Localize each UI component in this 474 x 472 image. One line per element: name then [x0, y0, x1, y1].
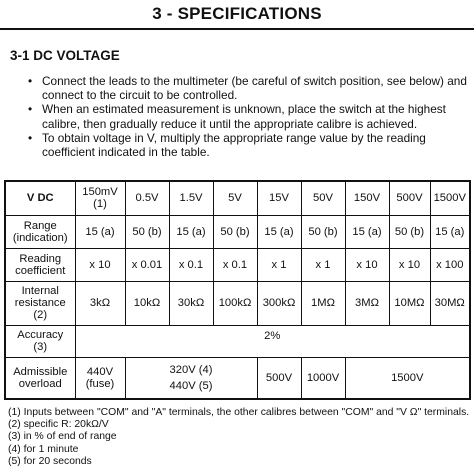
table-cell: x 1 — [257, 248, 301, 281]
accuracy-value: 2% — [75, 325, 470, 357]
table-cell: x 10 — [389, 248, 430, 281]
table-cell: x 0.1 — [213, 248, 257, 281]
row-label-line: Reading — [19, 252, 62, 265]
footnote: (5) for 20 seconds — [8, 455, 92, 467]
table-cell: 10MΩ — [389, 281, 430, 325]
footnote: (2) specific R: 20kΩ/V — [8, 419, 109, 431]
range-header-note: (1) — [93, 198, 107, 211]
row-label-line: Range — [23, 219, 57, 232]
row-label-line: Admissible — [13, 365, 68, 378]
table-cell: x 0.01 — [125, 248, 169, 281]
table-row-header — [5, 181, 470, 215]
range-header-cell — [75, 181, 125, 215]
table-cell: 15 (a) — [169, 215, 213, 248]
range-header-cell: 1.5V — [169, 181, 213, 215]
row-label-line: overload — [18, 377, 62, 390]
range-header-cell: 500V — [389, 181, 430, 215]
row-label-line: (2) — [33, 309, 48, 321]
table-cell: 15 (a) — [257, 215, 301, 248]
dc-voltage-spec-table — [4, 180, 471, 400]
range-header-value: 150mV — [82, 186, 118, 199]
table-cell: 15 (a) — [430, 215, 470, 248]
table-row-resistance — [5, 281, 470, 325]
instruction-item: • Connect the leads to the multimeter (be careful of switch position, see below) and connect to the circuit to be controlled. — [28, 74, 468, 102]
page-title: 3 - SPECIFICATIONS — [152, 4, 322, 23]
table-cell: 15 (a) — [345, 215, 389, 248]
row-label-line: (3) — [33, 341, 48, 353]
overload-value: 320V (4) — [169, 363, 213, 376]
instruction-list — [28, 74, 468, 159]
overload-cell: 500V — [257, 357, 301, 399]
range-header-cell: 0.5V — [125, 181, 169, 215]
table-cell: 30MΩ — [430, 281, 470, 325]
overload-cell: 1500V — [345, 357, 470, 399]
range-header-cell: 15V — [257, 181, 301, 215]
instruction-item: • To obtain voltage in V, multiply the appropriate range value by the reading coefficient indicated in the table. — [28, 131, 468, 159]
table-cell: 3kΩ — [75, 281, 125, 325]
footnote: (3) in % of end of range — [8, 431, 117, 443]
table-cell: x 0.1 — [169, 248, 213, 281]
footnotes — [8, 407, 470, 468]
row-label — [5, 281, 75, 325]
range-header-cell: 150V — [345, 181, 389, 215]
row-label — [5, 357, 75, 399]
table-cell: 3MΩ — [345, 281, 389, 325]
overload-value: 440V (5) — [169, 379, 213, 392]
table-cell: 50 (b) — [301, 215, 345, 248]
instruction-item: • When an estimated measurement is unknown, place the switch at the highest calibre, then gradually reduce it until the appropriate calibre is achieved. — [28, 102, 468, 130]
table-cell: x 1 — [301, 248, 345, 281]
range-header-cell: 1500V — [430, 181, 470, 215]
overload-value: 440V — [86, 365, 114, 378]
table-row-range — [5, 215, 470, 248]
table-cell: 50 (b) — [213, 215, 257, 248]
row-label-line: Accuracy — [17, 329, 64, 341]
range-header-cell: 5V — [213, 181, 257, 215]
table-cell: x 10 — [75, 248, 125, 281]
table-cell: 300kΩ — [257, 281, 301, 325]
range-header-cell: 50V — [301, 181, 345, 215]
row-label — [5, 248, 75, 281]
table-row-accuracy — [5, 325, 470, 357]
section-heading: 3-1 DC VOLTAGE — [10, 48, 120, 63]
footnote: (4) for 1 minute — [8, 443, 79, 455]
table-cell: 50 (b) — [389, 215, 430, 248]
overload-cell — [75, 357, 125, 399]
row-label — [5, 215, 75, 248]
row-label-line: (indication) — [12, 231, 68, 244]
footnote: (1) Inputs between "COM" and "A" terminals, the other calibres between "COM" and "V Ω" terminals. — [8, 407, 470, 418]
overload-cell — [125, 357, 257, 399]
section-banner — [0, 0, 474, 30]
row-label-line: Internal — [21, 285, 59, 297]
overload-cell: 1000V — [301, 357, 345, 399]
table-cell: 15 (a) — [75, 215, 125, 248]
table-row-coefficient — [5, 248, 470, 281]
table-cell: x 10 — [345, 248, 389, 281]
overload-note: (fuse) — [85, 377, 115, 390]
row-label-line: coefficient — [15, 264, 66, 277]
table-cell: 50 (b) — [125, 215, 169, 248]
table-row-overload — [5, 357, 470, 399]
table-header-label: V DC — [5, 181, 75, 215]
table-cell: x 100 — [430, 248, 470, 281]
table-cell: 10kΩ — [125, 281, 169, 325]
table-cell: 30kΩ — [169, 281, 213, 325]
table-cell: 100kΩ — [213, 281, 257, 325]
table-cell: 1MΩ — [301, 281, 345, 325]
row-label-line: resistance — [14, 297, 66, 309]
row-label — [5, 325, 75, 357]
